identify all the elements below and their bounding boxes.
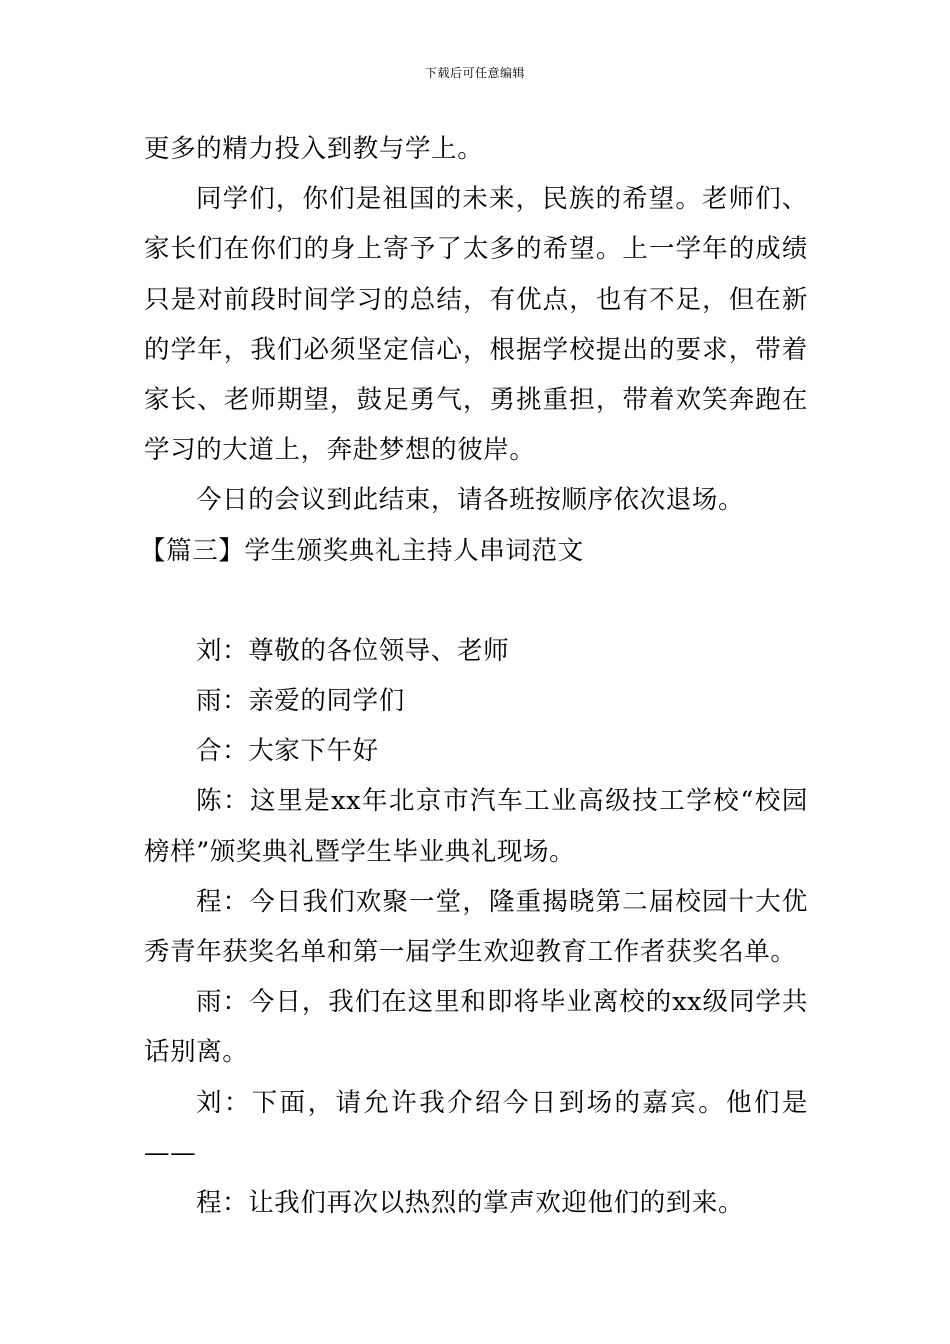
blank-line <box>144 576 808 626</box>
page-header: 下载后可任意编辑 <box>424 66 525 80</box>
dialogue-line: 雨：亲爱的同学们 <box>196 686 405 717</box>
section-heading: 【篇三】学生颁奖典礼主持人串词范文 <box>140 535 584 566</box>
dialogue-line: 程：今日我们欢聚一堂，隆重揭晓第二届校园十大优秀青年获奖名单和第一届学生欢迎教育工作者获奖名单。 <box>144 886 808 968</box>
dialogue-line: 雨：今日，我们在这里和即将毕业离校的xx级同学共话别离。 <box>144 987 808 1068</box>
dialogue-line: 刘：下面，请允许我介绍今日到场的嘉宾。他们是—— <box>144 1087 808 1168</box>
dialogue-line: 合：大家下午好 <box>196 736 379 767</box>
dialogue-line: 刘：尊敬的各位领导、老师 <box>196 635 510 666</box>
document-body <box>140 124 808 1228</box>
paragraph: 今日的会议到此结束，请各班按顺序依次退场。 <box>196 485 745 516</box>
dialogue-line: 程：让我们再次以热烈的掌声欢迎他们的到来。 <box>196 1188 745 1219</box>
paragraph: 同学们，你们是祖国的未来，民族的希望。老师们、家长们在你们的身上寄予了太多的希望。上一学年的成绩只是对前段时间学习的总结，有优点，也有不足，但在新的学年，我们必须坚定信心，根据学校提出的要求，带着家长、老师期望，鼓足勇气，勇挑重担，带着欢笑奔跑在学习的大道上，奔赴梦想的彼岸。 <box>144 184 808 466</box>
paragraph: 更多的精力投入到教与学上。 <box>144 134 484 164</box>
dialogue-line: 陈：这里是xx年北京市汽车工业高级技工学校“校园榜样”颁奖典礼暨学生毕业典礼现场。 <box>144 786 808 867</box>
